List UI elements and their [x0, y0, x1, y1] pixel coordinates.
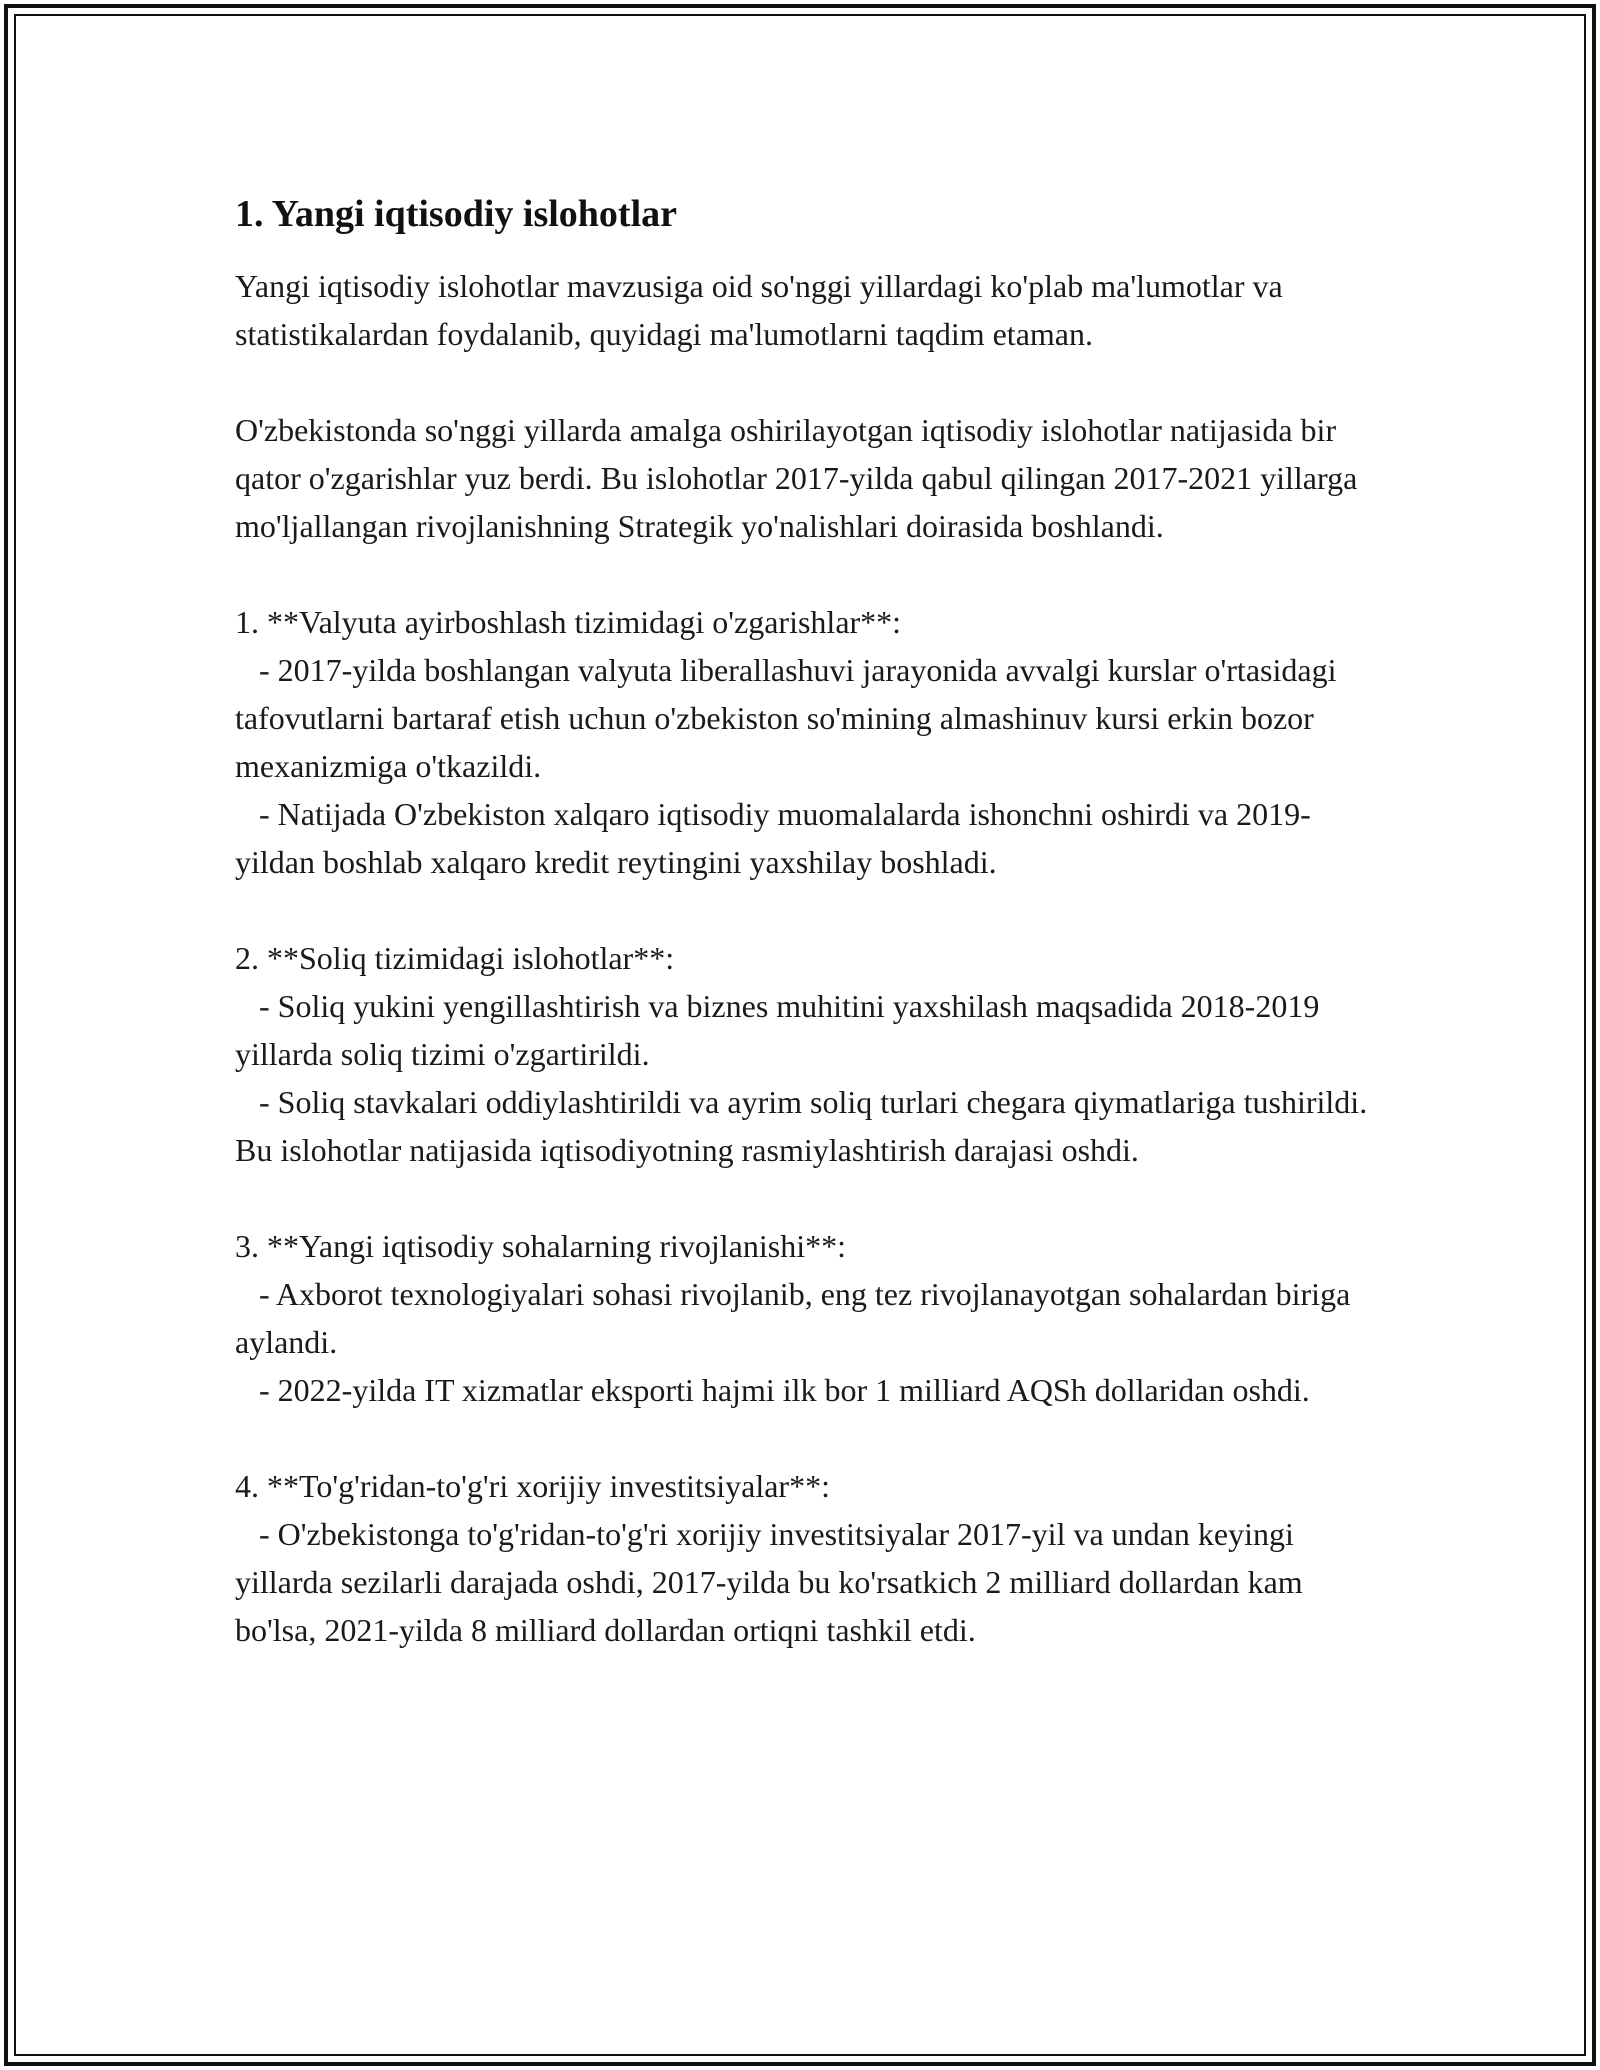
document-title: 1. Yangi iqtisodiy islohotlar [235, 193, 678, 235]
document-content [235, 186, 1385, 1654]
document-body: Yangi iqtisodiy islohotlar mavzusiga oid so'nggi yillardagi ko'plab ma'lumotlar va statistikalardan foydalanib, quyidagi ma'lumotlarni taqdim etaman. O'zbekistonda so'nggi yillarda amalga oshirilayotgan iqtisodiy islohotlar natijasida bir qator o'zgarishlar yuz berdi. Bu islohotlar 2017-yilda qabul qilingan 2017-2021 yillarga mo'ljallangan rivojlanishning Strategik yo'nalishlari doirasida boshlandi. 1. **Valyuta ayirboshlash tizimidagi o'zgarishlar**: - 2017-yilda boshlangan valyuta liberallashuvi jarayonida avvalgi kurslar o'rtasidagi tafovutlarni bartaraf etish uchun o'zbekiston so'mining almashinuv kursi erkin bozor mexanizmiga o'tkazildi. - Natijada O'zbekiston xalqaro iqtisodiy muomalalarda ishonchni oshirdi va 2019-yildan boshlab xalqaro kredit reytingini yaxshilay boshladi. 2. **Soliq tizimidagi islohotlar**: - Soliq yukini yengillashtirish va biznes muhitini yaxshilash maqsadida 2018-2019 yillarda soliq tizimi o'zgartirildi. - Soliq stavkalari oddiylashtirildi va ayrim soliq turlari chegara qiymatlariga tushirildi. Bu islohotlar natijasida iqtisodiyotning rasmiylashtirish darajasi oshdi. 3. **Yangi iqtisodiy sohalarning rivojlanishi**: - Axborot texnologiyalari sohasi rivojlanib, eng tez rivojlanayotgan sohalardan biriga aylandi. - 2022-yilda IT xizmatlar eksporti hajmi ilk bor 1 milliard AQSh dollaridan oshdi. 4. **To'g'ridan-to'g'ri xorijiy investitsiyalar**: - O'zbekistonga to'g'ridan-to'g'ri xorijiy investitsiyalar 2017-yil va undan keyingi yillarda sezilarli darajada oshdi, 2017-yilda bu ko'rsatkich 2 milliard dollardan kam bo'lsa, 2021-yilda 8 milliard dollardan ortiqni tashkil etdi. [235, 268, 1368, 1648]
